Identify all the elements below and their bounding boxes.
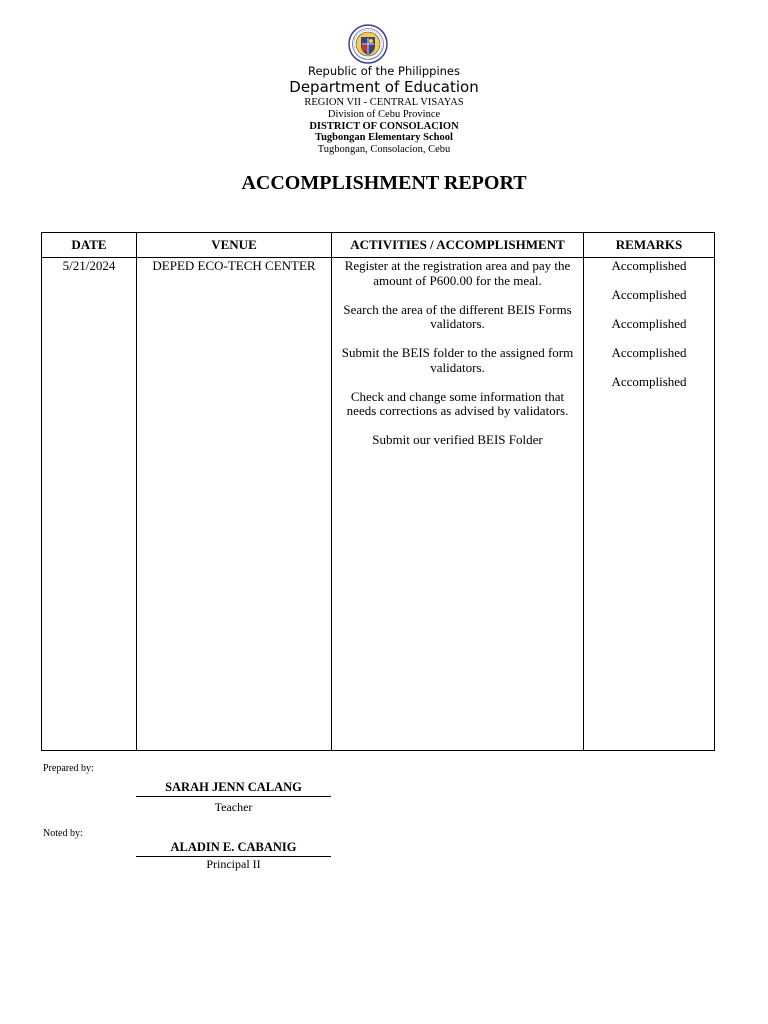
activities-cell (332, 258, 584, 751)
column-header-remarks: REMARKS (584, 233, 715, 258)
activity-item: Check and change some information that needs corrections as advised by validators. (346, 388, 569, 418)
activity-item: Submit our verified BEIS Folder (372, 432, 543, 447)
prepared-signature-block (136, 780, 331, 815)
region-heading: REGION VII - CENTRAL VISAYAS (304, 97, 464, 108)
column-header-venue: VENUE (137, 233, 332, 258)
noted-by-name: ALADIN E. CABANIG (136, 840, 331, 857)
prepared-by-role: Teacher (214, 800, 253, 814)
activity-item: Submit the BEIS folder to the assigned form validators. (341, 345, 574, 375)
accomplishment-table (41, 232, 715, 751)
noted-by-role: Principal II (206, 857, 261, 871)
remark-item: Accomplished (611, 287, 687, 302)
remark-item: Accomplished (611, 374, 687, 389)
activity-item: Search the area of the different BEIS Forms validators. (343, 301, 572, 331)
table-row (42, 258, 715, 751)
noted-signature-block (136, 840, 331, 872)
table-header-row (42, 233, 715, 258)
remarks-cell (584, 258, 715, 751)
department-heading: Department of Education (289, 78, 479, 96)
activity-item: Register at the registration area and pay the amount of P600.00 for the meal. (344, 258, 571, 288)
deped-seal-logo (348, 24, 388, 64)
division-heading: Division of Cebu Province (327, 109, 441, 120)
address-heading: Tugbongan, Consolacion, Cebu (317, 144, 451, 155)
republic-heading: Republic of the Philippines (307, 64, 461, 78)
school-heading: Tugbongan Elementary School (315, 132, 453, 143)
district-heading: DISTRICT OF CONSOLACION (309, 121, 459, 132)
venue-cell: DEPED ECO-TECH CENTER (137, 258, 332, 751)
column-header-date: DATE (42, 233, 137, 258)
column-header-activities: ACTIVITIES / ACCOMPLISHMENT (332, 233, 584, 258)
report-title: ACCOMPLISHMENT REPORT (241, 172, 527, 194)
date-cell: 5/21/2024 (42, 258, 137, 751)
remark-item: Accomplished (611, 316, 687, 331)
prepared-by-label: Prepared by: (43, 763, 94, 774)
noted-by-label: Noted by: (43, 828, 83, 839)
remark-item: Accomplished (611, 345, 687, 360)
remark-item: Accomplished (611, 258, 687, 273)
prepared-by-name: SARAH JENN CALANG (136, 780, 331, 797)
